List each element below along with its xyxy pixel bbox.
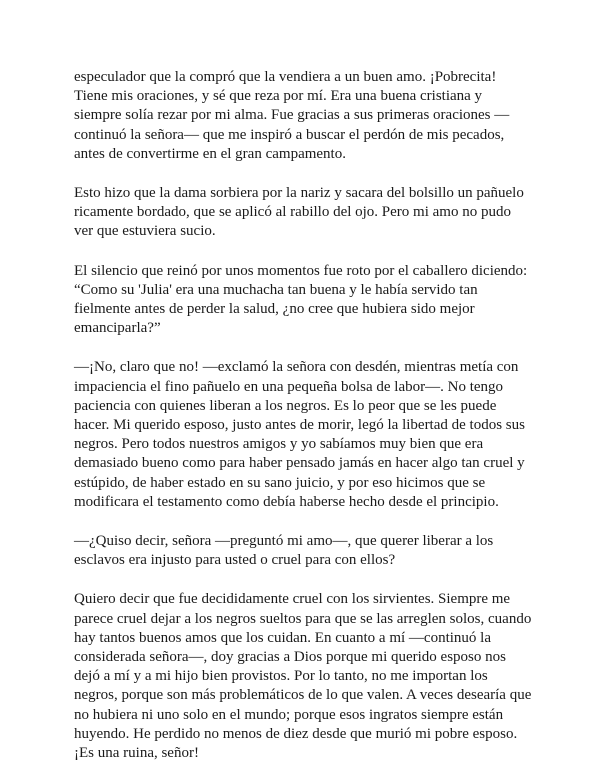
paragraph-6: Quiero decir que fue decididamente cruel con los sirvientes. Siempre me parece cruel dejar a los negros sueltos para que se las arreglen solos, cuando hay tantos buenos amos que los cuidan. En cuanto a mí —continuó la considerada señora—, doy gracias a Dios porque mi querido esposo nos dejó a mí y a mi hijo bien provistos. Por lo tanto, no me importan los negros, porque son más problemáticos de lo que valen. A veces desearía que no hubiera ni uno solo en el mundo; porque esos ingratos siempre están huyendo. He perdido no menos de diez desde que murió mi pobre esposo. ¡Es una ruina, señor! bbox=[74, 591, 532, 762]
paragraph-5: —¿Quiso decir, señora —preguntó mi amo—, que querer liberar a los esclavos era injusto para usted o cruel para con ellos? bbox=[74, 533, 494, 569]
paragraph-2: Esto hizo que la dama sorbiera por la nariz y sacara del bolsillo un pañuelo ricamente bordado, que se aplicó al rabillo del ojo. Pero mi amo no pudo ver que estuviera sucio. bbox=[74, 185, 524, 240]
paragraph-3: El silencio que reinó por unos momentos fue roto por el caballero diciendo: “Como su 'Julia' era una muchacha tan buena y le había servido tan fielmente antes de perder la salud, ¿no cree que hubiera sido mejor emanciparla?” bbox=[74, 262, 528, 337]
paragraph-1: especulador que la compró que la vendiera a un buen amo. ¡Pobrecita! Tiene mis oraciones, y sé que reza por mí. Era una buena cristiana y siempre solía rezar por mi alma. Fue gracias a sus primeras oraciones — continuó la señora— que me inspiró a buscar el perdón de mis pecados, antes de convertirme en el gran campamento. bbox=[74, 69, 510, 162]
paragraph-4: —¡No, claro que no! —exclamó la señora con desdén, mientras metía con impaciencia el fino pañuelo en una pequeña bolsa de labor—. No tengo paciencia con quienes liberan a los negros. Es lo peor que se les puede hacer. Mi querido esposo, justo antes de morir, legó la libertad de todos sus negros. Pero todos nuestros amigos y yo sabíamos muy bien que era demasiado bueno como para haber pensado jamás en hacer algo tan cruel y estúpido, de haber estado en su sano juicio, y por eso hicimos que se modificara el testamento como debía haberse hecho desde el principio. bbox=[74, 359, 525, 510]
document-page bbox=[74, 68, 544, 783]
